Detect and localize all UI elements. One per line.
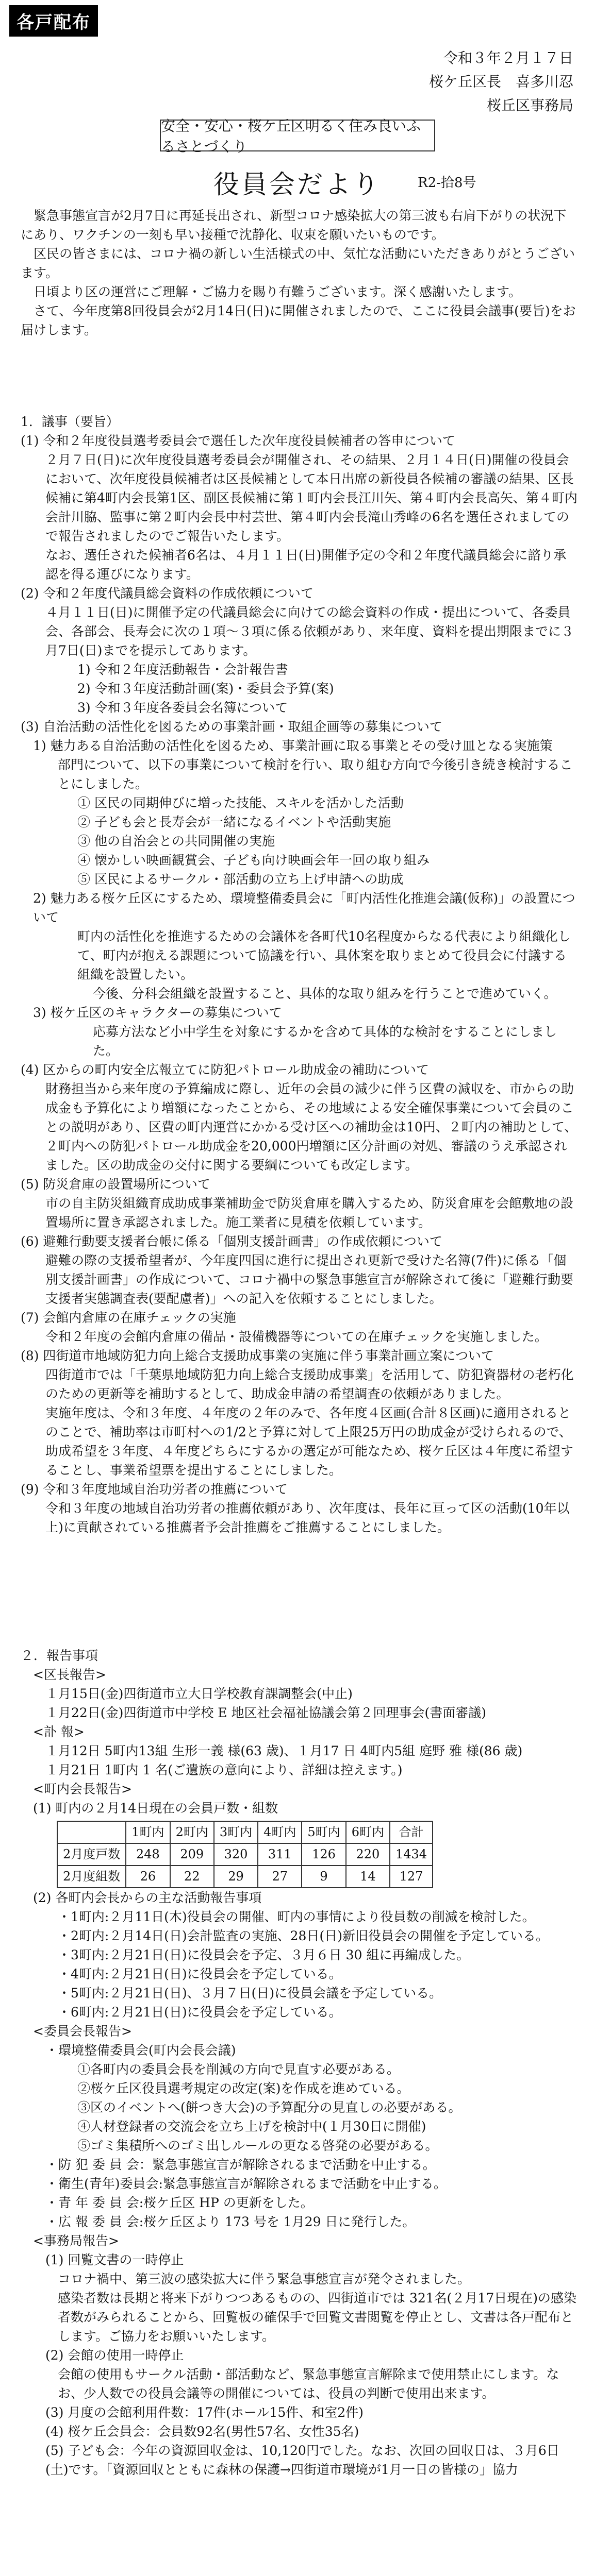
list-item: (5) 子ども会：今年の資源回収金は、10,120円でした。なお、次回の回収日は、３月6日(土)です。「資源回収とともに森林の保護→四街道市環境が1月一日の皆様の」協力	[45, 2443, 559, 2477]
list-item: ① 区民の同期伸びに増った技能、スキルを活かした活動	[77, 795, 404, 810]
table-cell: 22	[170, 1866, 214, 1888]
list-item: ・6町内:２月21日(日)に役員会を予定している。	[58, 2005, 342, 2020]
intro-text	[21, 206, 578, 340]
list-item: ⑤ゴミ集積所へのゴミ出しルールの更なる啓発の必要がある。	[77, 2138, 438, 2153]
item-title: (4) 区からの町内安全広報立てに防犯パトロール助成金の補助について	[21, 1062, 429, 1077]
intro-para: 緊急事態宣言が2月7日に再延長出され、新型コロナ感染拡大の第三波も右肩下がりの状況下にあり、ワクチンの一刻も早い接種で沈静化、収束を願いたいものです。	[21, 208, 567, 242]
district-chief: 桜ケ丘区長 喜多川忍	[428, 73, 573, 90]
item-title: (2) 令和２年度代議員総会資料の作成依頼について	[21, 586, 314, 601]
item-body: コロナ禍中、第三波の感染拡大に伴う緊急事態宣言が発令されました。	[58, 2272, 471, 2286]
issue-number: R2-拾8号	[418, 175, 476, 191]
table-cell: 14	[346, 1866, 390, 1888]
table-cell: 209	[170, 1843, 214, 1866]
issuer-block	[429, 46, 573, 117]
item-body: 応募方法など小中学生を対象にするかを含めて具体的な検討をすることにしました。	[93, 1024, 557, 1058]
table-row	[57, 1843, 433, 1866]
item-body: 実施年度は、令和３年度、４年度の２年のみで、各年度４区画(合計８区画)に適用されるとのことで、補助率は市町村への1/2と予算に対して上限25万円の助成金が受けられるので、助成希望を３年度、４年度どちらにするかの選定が可能なため、桜ケ丘区は４年度に希望することし、事業希望票を提出することにしました。	[45, 1405, 574, 1478]
page-title: 役員会だより	[213, 170, 381, 199]
list-item: ・5町内:２月21日(日)、３月７日(日)に役員会議を予定している。	[58, 1986, 442, 2001]
table-cell: 220	[346, 1843, 390, 1866]
item-body: ４月１１日(日)に開催予定の代議員総会に向けての総会資料の作成・提出について、各委員会、各部会、長寿会に次の１項～３項に係る依頼があり、来年度、資料を提出期限までに３月7日(日)までを提示してあります。	[45, 605, 574, 658]
list-item: ・防 犯 委 員 会：緊急事態宣言が解除されるまで活動を中止する。	[45, 2157, 436, 2172]
item-title: (8) 四街道市地域防犯力向上総合支援助成事業の実施に伴う事業計画立案について	[21, 1348, 494, 1363]
list-item: (2) 会館の使用一時停止	[45, 2348, 184, 2363]
item-body: ２月７日(日)に次年度役員選考委員会が開催され、その結果、２月１４日(日)開催の役員会において、次年度役員候補者は区長候補として本日出席の新役員各候補の審議の結果、区長候補に第4町内会長第1区、副区長候補に第１町内会長江川矢、第４町内会長高矢、第４町内会計川脇、監事に第２町内会長中村芸世、第４町内会長滝山秀峰の6名を選任されましてので報告されましたのでご報告いたします。	[45, 452, 578, 544]
item-body: 令和２年度の会館内倉庫の備品・設備機器等についての在庫チェックを実施しました。	[45, 1329, 548, 1344]
table-header: 5町内	[302, 1821, 345, 1843]
item-body: 財務担当から来年度の予算編成に際し、近年の会員の減少に伴う区費の減収を、市からの助成金も予算化により増額になったことから、その地域による安全確保事業について会員のことの説明があり、区費の町内運営にかかる受け区への補助金は10円、２町内の補助として、２町内への防犯パトロール助成金を20,000円増額に区分計画の対処、審議のうえ承認されました。区の助成金の交付に関する要綱についても改定します。	[45, 1081, 578, 1173]
subitem-title: 1) 魅力ある自治活動の活性化を図るため、事業計画に取る事業とその受け皿となる実施策	[33, 738, 553, 753]
list-item: 1) 令和２年度活動報告・会計報告書	[77, 662, 288, 677]
table-cell: 26	[126, 1866, 170, 1888]
item-body: 部門について、以下の事業について検討を行い、取り組む方向で今後引き続き検討することにしました。	[58, 757, 573, 791]
table-cell: 127	[390, 1866, 433, 1888]
table-cell: 1434	[390, 1843, 433, 1866]
subsection-title: <町内会長報告>	[33, 1782, 132, 1797]
list-item: (1) 回覧文書の一時停止	[45, 2252, 184, 2267]
item-title: (3) 自治活動の活性化を図るための事業計画・取組企画等の募集について	[21, 719, 442, 734]
table-cell: 320	[214, 1843, 258, 1866]
list-item: ④ 懐かしい映画観賞会、子ども向け映画会年一回の取り組み	[77, 853, 430, 868]
table-cell: 27	[258, 1866, 302, 1888]
distribution-tag-top: 各戸配布	[9, 5, 98, 37]
list-item: ・青 年 委 員 会:桜ケ丘区 HP の更新をした。	[45, 2195, 314, 2210]
report-section	[21, 1646, 578, 2479]
subitem-title: 2) 魅力ある桜ケ丘区にするため、環境整備委員会に「町内活性化推進会議(仮称)」の設置について	[33, 891, 575, 925]
item-body: 市の自主防災組織育成助成事業補助金で防災倉庫を購入するため、防災倉庫を会館敷地の設置場所に置き承認されました。施工業者に見積を依頼しています。	[45, 1196, 574, 1230]
table-cell: 126	[302, 1843, 345, 1866]
agenda-section	[21, 412, 578, 1537]
table-cell: 2月度戸数	[57, 1843, 126, 1866]
issue-date: 令和３年２月１７日	[443, 49, 573, 66]
item-body: 会館の使用もサークル活動・部活動など、緊急事態宣言解除まで使用禁止にします。なお、少人数での役員会議等の開催については、役員の判断で使用出来ます。	[58, 2367, 559, 2401]
item-body: 四街道市では「千葉県地域防犯力向上総合支援助成事業」を活用して、防犯資器材の老朽化のための更新等を補助するとして、助成金申請の希望調査の依頼がありました。	[45, 1367, 574, 1401]
table-header-row	[57, 1821, 433, 1843]
intro-para: 日頃より区の運営にご理解・ご協力を賜り有難うございます。深く感謝いたします。	[34, 284, 522, 299]
intro-para: さて、今年度第8回役員会が2月14日(日)に開催されましたので、ここに役員会議事(要旨)をお届けします。	[21, 303, 576, 337]
list-item: ⑤ 区民によるサークル・部活動の立ち上げ申請への助成	[77, 872, 404, 887]
list-item: (3) 月度の会館利用件数：17件(ホール15件、和室2件)	[45, 2405, 364, 2420]
subitem-title: 3) 桜ケ丘区のキャラクターの募集について	[33, 1005, 282, 1020]
table-header: 2町内	[170, 1821, 214, 1843]
list-item: ②桜ケ丘区役員選考規定の改定(案)を作成を進めている。	[77, 2081, 410, 2096]
list-item: ・1町内:２月11日(木)役員会の開催、町内の事情により役員数の削減を検討した。	[58, 1909, 535, 1924]
slogan-box: 安全・安心・桜ケ丘区明るく住み良いふるさとづくり	[160, 120, 435, 151]
list-item: ・3町内:２月21日(日)に役員会を予定、３月６日 30 組に再編成した。	[58, 1947, 470, 1962]
subsection-subtitle: (2) 各町内会長からの主な活動報告事項	[33, 1890, 262, 1905]
subsection-title: <区長報告>	[33, 1667, 106, 1682]
subsection-title: <委員会長報告>	[33, 2024, 132, 2039]
list-item: 2) 令和３年度活動計画(案)・委員会予算(案)	[77, 681, 334, 696]
item-note: なお、選任された候補者6名は、４月１１日(日)開催予定の令和２年度代議員総会に諮り承認を得る運びになります。	[45, 548, 567, 582]
table-cell: 9	[302, 1866, 345, 1888]
list-item: ・衛生(青年)委員会:緊急事態宣言が解除されるまで活動を中止する。	[45, 2176, 447, 2191]
table-header: 合計	[390, 1821, 433, 1843]
secretariat: 桜丘区事務局	[486, 97, 573, 114]
item-note: 今後、分科会組織を設置すること、具体的な取り組みを行うことで進めていく。	[93, 986, 557, 1001]
table-header: 6町内	[346, 1821, 390, 1843]
list-item: ③ 他の自治会との共同開催の実施	[77, 834, 275, 849]
table-cell: 248	[126, 1843, 170, 1866]
item-body: 感染者数は長期と将来下がりつつあるものの、四街道市では 321名(２月17日現在)の感染者数がみられることから、回覧板の確保手で回覧文書閲覧を停止とし、文書は各戸配布とします。ご協力をお願いいたします。	[58, 2291, 576, 2344]
section-heading: 1．議事（要旨）	[21, 414, 119, 429]
list-item: １月22日(金)四街道市中学校 E 地区社会福祉協議会第２回理事会(書面審議)	[45, 1705, 486, 1720]
household-table	[57, 1821, 433, 1888]
subsection-title: <訃 報>	[33, 1724, 85, 1739]
item-body: 避難の際の支援希望者が、今年度四国に進行に提出され更新で受けた名簿(7件)に係る「個別支援計画書」の作成について、コロナ禍中の緊急事態宣言が解除されて後に「避難行動要支援者実態調査表(要配慮者)」への記入を依頼することにしました。	[45, 1253, 574, 1306]
list-item: (4) 桜ケ丘会員会：会員数92名(男性57名、女性35名)	[45, 2424, 359, 2439]
item-body: 町内の活性化を推進するための会議体を各町代10名程度からなる代表により組織化して、町内が抱える課題について協議を行い、具体案を取りまとめて役員会に付議する組織を設置したい。	[77, 929, 571, 982]
table-header: 3町内	[214, 1821, 258, 1843]
subsection-title: <事務局報告>	[33, 2233, 119, 2248]
table-row	[57, 1866, 433, 1888]
list-item: 3) 令和３年度各委員会名簿について	[77, 700, 288, 715]
table-header: 1町内	[126, 1821, 170, 1843]
table-cell: 29	[214, 1866, 258, 1888]
list-item: ・広 報 委 員 会:桜ケ丘区より 173 号を 1月29 日に発行した。	[45, 2214, 416, 2229]
list-item: ③区のイベントへ(餅つき大会)の予算配分の見直しの必要がある。	[77, 2100, 461, 2115]
item-title: (1) 令和２年度役員選考委員会で選任した次年度役員候補者の答申について	[21, 433, 455, 448]
intro-para: 区民の皆さまには、コロナ禍の新しい生活様式の中、気忙な活動にいただきありがとうございます。	[21, 246, 575, 280]
item-body: 令和３年度の地域自治功労者の推薦依頼があり、次年度は、長年に亘って区の活動(10年以上)に貢献されている推薦者予会計推薦をご推薦することにしました。	[45, 1501, 570, 1535]
list-item: ④人材登録者の交流会を立ち上げを検討中(１月30日に開催)	[77, 2119, 426, 2134]
table-cell: 2月度組数	[57, 1866, 126, 1888]
item-title: (9) 令和３年度地域自治功労者の推薦について	[21, 1482, 288, 1497]
table-cell: 311	[258, 1843, 302, 1866]
list-item: ・2町内:２月14日(日)会計監査の実施、28日(日)新旧役員会の開催を予定している。	[58, 1928, 549, 1943]
list-item: ①各町内の委員会長を削減の方向で見直す必要がある。	[77, 2062, 400, 2077]
list-item: １月21日 1町内 1 名(ご遺族の意向により、詳細は控えます。)	[45, 1762, 403, 1777]
item-title: (7) 会館内倉庫の在庫チェックの実施	[21, 1310, 236, 1325]
subsection-subtitle: (1) 町内の２月14日現在の会員戸数・組数	[33, 1801, 278, 1816]
item-title: (5) 防災倉庫の設置場所について	[21, 1177, 210, 1192]
table-header	[57, 1821, 126, 1843]
list-item: １月12日 5町内13組 生形一義 様(63 歳)、１月17 日 4町内5組 庭野 雅 様(86 歳)	[45, 1743, 523, 1758]
subsection-subtitle: ・環境整備委員会(町内会長会議)	[45, 2043, 236, 2058]
item-title: (6) 避難行動要支援者台帳に係る「個別支援計画書」の作成依頼について	[21, 1234, 442, 1249]
list-item: ・4町内:２月21日(日)に役員会を予定している。	[58, 1967, 342, 1981]
table-header: 4町内	[258, 1821, 302, 1843]
section-heading: ２．報告事項	[21, 1648, 98, 1663]
list-item: ② 子ども会と長寿会が一緒になるイベントや活動実施	[77, 815, 391, 829]
list-item: １月15日(金)四街道市立大日学校教育課調整会(中止)	[45, 1686, 353, 1701]
